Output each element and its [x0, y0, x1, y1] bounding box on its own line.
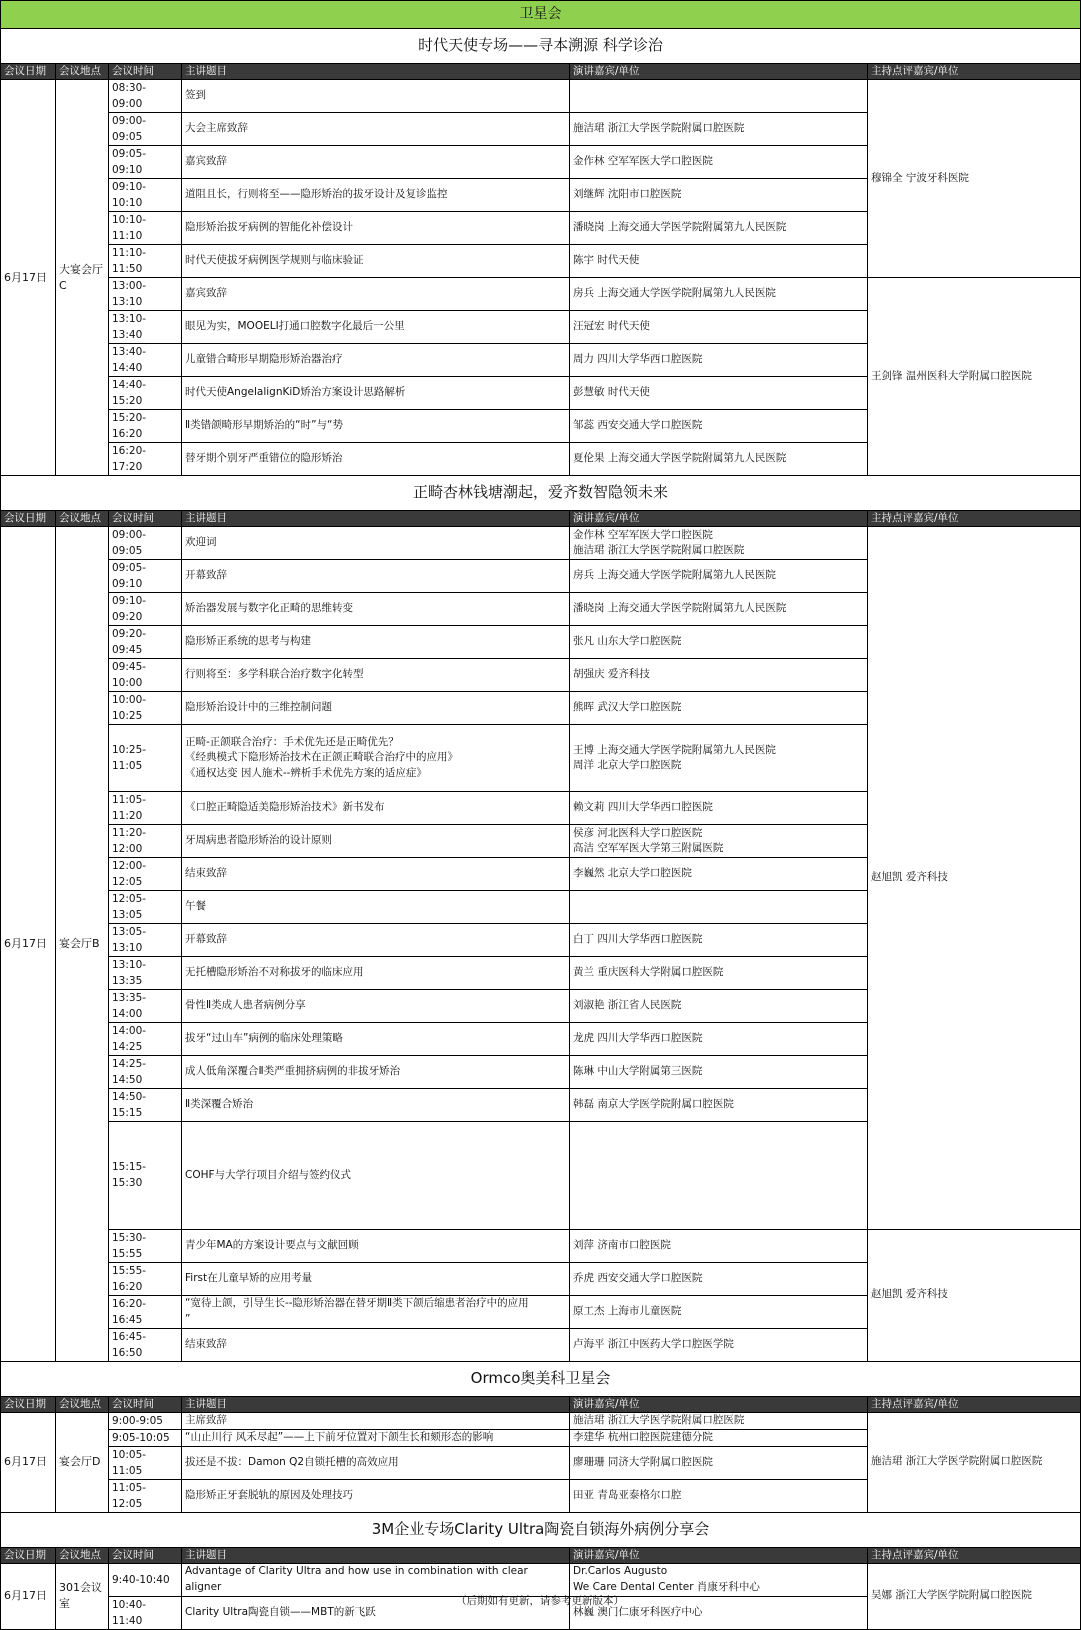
- session-speaker: 卢海平 浙江中医药大学口腔医学院: [570, 1328, 868, 1361]
- session-topic: 签到: [182, 80, 570, 113]
- session-topic: 骨性Ⅱ类成人患者病例分享: [182, 990, 570, 1023]
- session-time: 14:50- 15:15: [109, 1089, 182, 1122]
- session-time: 09:45- 10:00: [109, 659, 182, 692]
- session-speaker: 刘淑艳 浙江省人民医院: [570, 990, 868, 1023]
- session-venue: 宴会厅D: [56, 1412, 109, 1512]
- session-topic: “宽待上颌，引导生长--隐形矫治器在替牙期Ⅱ类下颌后缩患者治疗中的应用 ”: [182, 1295, 570, 1328]
- session-topic: 结束致辞: [182, 1328, 570, 1361]
- session-topic: 时代天使AngelalignKiD矫治方案设计思路解析: [182, 377, 570, 410]
- session-speaker: 熊晖 武汉大学口腔医院: [570, 692, 868, 725]
- session-time: 13:40- 14:40: [109, 344, 182, 377]
- section-title: 时代天使专场——寻本溯源 科学诊治: [1, 29, 1081, 64]
- column-header: 会议时间: [109, 511, 182, 527]
- session-row: [1, 1229, 1081, 1262]
- session-speaker: 廖珊珊 同济大学附属口腔医院: [570, 1446, 868, 1479]
- session-row: [1, 1412, 1081, 1429]
- session-host: 吴娜 浙江大学医学院附属口腔医院: [868, 1563, 1081, 1629]
- section-title-row: [1, 1361, 1081, 1396]
- session-topic: 欢迎词: [182, 527, 570, 560]
- session-topic: 午餐: [182, 891, 570, 924]
- session-speaker: 赖文莉 四川大学华西口腔医院: [570, 792, 868, 825]
- session-host: 赵旭凯 爱齐科技: [868, 1229, 1081, 1361]
- session-topic: 儿童错合畸形早期隐形矫治器治疗: [182, 344, 570, 377]
- column-header: 会议时间: [109, 64, 182, 80]
- session-topic: 行则将至：多学科联合治疗数字化转型: [182, 659, 570, 692]
- session-venue: 大宴会厅C: [56, 80, 109, 476]
- session-topic: “山止川行 风禾尽起”——上下前牙位置对下颌生长和颏形态的影响: [182, 1429, 570, 1446]
- session-speaker: 房兵 上海交通大学医学院附属第九人民医院: [570, 560, 868, 593]
- column-header: 主讲题目: [182, 64, 570, 80]
- session-time: 09:05- 09:10: [109, 560, 182, 593]
- session-venue: 宴会厅B: [56, 527, 109, 1362]
- session-date: 6月17日: [1, 80, 56, 476]
- column-header: 会议时间: [109, 1396, 182, 1412]
- column-header: 会议日期: [1, 511, 56, 527]
- section-title-row: [1, 29, 1081, 64]
- session-time: 11:05- 11:20: [109, 792, 182, 825]
- column-header: 会议地点: [56, 511, 109, 527]
- session-time: 09:00- 09:05: [109, 527, 182, 560]
- session-row: [1, 527, 1081, 560]
- session-time: 12:00- 12:05: [109, 858, 182, 891]
- session-topic: 隐形矫正系统的思考与构建: [182, 626, 570, 659]
- session-speaker: 汪冠宏 时代天使: [570, 311, 868, 344]
- session-speaker: 胡强庆 爱齐科技: [570, 659, 868, 692]
- session-time: 13:05- 13:10: [109, 924, 182, 957]
- session-time: 14:00- 14:25: [109, 1023, 182, 1056]
- session-time: 16:45- 16:50: [109, 1328, 182, 1361]
- column-header: 会议日期: [1, 1547, 56, 1563]
- session-topic: 青少年MA的方案设计要点与文献回顾: [182, 1229, 570, 1262]
- session-time: 10:40- 11:40: [109, 1596, 182, 1629]
- session-speaker: 白丁 四川大学华西口腔医院: [570, 924, 868, 957]
- column-header: 演讲嘉宾/单位: [570, 1396, 868, 1412]
- session-topic: 拔还是不拔：Damon Q2自锁托槽的高效应用: [182, 1446, 570, 1479]
- session-speaker: 乔虎 西安交通大学口腔医院: [570, 1262, 868, 1295]
- session-topic: 嘉宾致辞: [182, 278, 570, 311]
- session-topic: First在儿童早矫的应用考量: [182, 1262, 570, 1295]
- session-time: 16:20- 17:20: [109, 443, 182, 476]
- session-speaker: [570, 1122, 868, 1230]
- session-row: [1, 278, 1081, 311]
- top-title: 卫星会: [1, 1, 1081, 29]
- session-time: 09:00- 09:05: [109, 113, 182, 146]
- column-header: 主持点评嘉宾/单位: [868, 1396, 1081, 1412]
- session-speaker: 李建华 杭州口腔医院建德分院: [570, 1429, 868, 1446]
- session-time: 13:10- 13:40: [109, 311, 182, 344]
- session-time: 13:35- 14:00: [109, 990, 182, 1023]
- session-time: 09:05- 09:10: [109, 146, 182, 179]
- session-speaker: 李巍然 北京大学口腔医院: [570, 858, 868, 891]
- session-speaker: [570, 80, 868, 113]
- session-time: 9:05-10:05: [109, 1429, 182, 1446]
- session-venue: 301会议室: [56, 1563, 109, 1629]
- column-header: 主持点评嘉宾/单位: [868, 1547, 1081, 1563]
- session-time: 11:20- 12:00: [109, 825, 182, 858]
- session-speaker: 刘继辉 沈阳市口腔医院: [570, 179, 868, 212]
- session-speaker: 房兵 上海交通大学医学院附属第九人民医院: [570, 278, 868, 311]
- top-banner: [1, 1, 1081, 29]
- session-time: 14:40- 15:20: [109, 377, 182, 410]
- session-speaker: 陈琳 中山大学附属第三医院: [570, 1056, 868, 1089]
- session-topic: 隐形矫治拔牙病例的智能化补偿设计: [182, 212, 570, 245]
- session-speaker: 施洁珺 浙江大学医学院附属口腔医院: [570, 113, 868, 146]
- session-time: 09:20- 09:45: [109, 626, 182, 659]
- session-speaker: 田亚 青岛亚泰格尔口腔: [570, 1479, 868, 1512]
- session-host: 赵旭凯 爱齐科技: [868, 527, 1081, 1230]
- session-topic: 嘉宾致辞: [182, 146, 570, 179]
- session-topic: 大会主席致辞: [182, 113, 570, 146]
- column-header: 会议日期: [1, 64, 56, 80]
- session-topic: 无托槽隐形矫治不对称拔牙的临床应用: [182, 957, 570, 990]
- session-speaker: 施洁珺 浙江大学医学院附属口腔医院: [570, 1412, 868, 1429]
- section-title-row: [1, 1512, 1081, 1547]
- session-time: 14:25- 14:50: [109, 1056, 182, 1089]
- footer-note: （后期如有更新，请参考更新版本）: [456, 1595, 624, 1607]
- session-speaker: 刘萍 济南市口腔医院: [570, 1229, 868, 1262]
- section-title: 3M企业专场Clarity Ultra陶瓷自锁海外病例分享会: [1, 1512, 1081, 1547]
- session-speaker: 王博 上海交通大学医学院附属第九人民医院 周洋 北京大学口腔医院: [570, 725, 868, 792]
- column-header: 会议日期: [1, 1396, 56, 1412]
- session-topic: COHF与大学行项目介绍与签约仪式: [182, 1122, 570, 1230]
- session-topic: 时代天使拔牙病例医学规则与临床验证: [182, 245, 570, 278]
- session-topic: 开幕致辞: [182, 924, 570, 957]
- session-speaker: 侯彦 河北医科大学口腔医院 高洁 空军军医大学第三附属医院: [570, 825, 868, 858]
- session-speaker: 潘晓岗 上海交通大学医学院附属第九人民医院: [570, 593, 868, 626]
- session-time: 12:05- 13:05: [109, 891, 182, 924]
- session-topic: Ⅱ类深覆合矫治: [182, 1089, 570, 1122]
- session-topic: 隐形矫治设计中的三维控制问题: [182, 692, 570, 725]
- session-time: 08:30- 09:00: [109, 80, 182, 113]
- column-header-row: [1, 511, 1081, 527]
- session-speaker: 邹蕊 西安交通大学口腔医院: [570, 410, 868, 443]
- session-topic: 主席致辞: [182, 1412, 570, 1429]
- column-header-row: [1, 1547, 1081, 1563]
- session-time: 16:20- 16:45: [109, 1295, 182, 1328]
- section-title: 正畸杏林钱塘潮起，爱齐数智隐领未来: [1, 476, 1081, 511]
- session-date: 6月17日: [1, 1412, 56, 1512]
- session-row: [1, 80, 1081, 113]
- column-header: 演讲嘉宾/单位: [570, 64, 868, 80]
- section-title-row: [1, 476, 1081, 511]
- session-speaker: Dr.Carlos Augusto We Care Dental Center 肖康牙科中心: [570, 1563, 868, 1596]
- session-speaker: [570, 891, 868, 924]
- session-row: [1, 1563, 1081, 1596]
- session-speaker: 金作林 空军军医大学口腔医院: [570, 146, 868, 179]
- session-topic: Advantage of Clarity Ultra and how use in combination with clear aligner: [182, 1563, 570, 1596]
- session-speaker: 彭慧敏 时代天使: [570, 377, 868, 410]
- column-header: 主持点评嘉宾/单位: [868, 64, 1081, 80]
- session-speaker: 林巍 澳门仁康牙科医疗中心: [570, 1596, 868, 1629]
- session-speaker: 潘晓岗 上海交通大学医学院附属第九人民医院: [570, 212, 868, 245]
- session-speaker: 原工杰 上海市儿童医院: [570, 1295, 868, 1328]
- session-speaker: 周力 四川大学华西口腔医院: [570, 344, 868, 377]
- column-header-row: [1, 64, 1081, 80]
- session-time: 11:05- 12:05: [109, 1479, 182, 1512]
- session-speaker: 陈宇 时代天使: [570, 245, 868, 278]
- session-time: 10:05- 11:05: [109, 1446, 182, 1479]
- session-speaker: 韩磊 南京大学医学院附属口腔医院: [570, 1089, 868, 1122]
- column-header: 会议地点: [56, 64, 109, 80]
- session-topic: 成人低角深覆合Ⅱ类严重拥挤病例的非拔牙矫治: [182, 1056, 570, 1089]
- session-host: 穆锦全 宁波牙科医院: [868, 80, 1081, 278]
- column-header: 主讲题目: [182, 511, 570, 527]
- session-speaker: 龙虎 四川大学华西口腔医院: [570, 1023, 868, 1056]
- column-header: 会议时间: [109, 1547, 182, 1563]
- session-topic: 结束致辞: [182, 858, 570, 891]
- session-speaker: 金作林 空军军医大学口腔医院 施洁珺 浙江大学医学院附属口腔医院: [570, 527, 868, 560]
- session-time: 9:00-9:05: [109, 1412, 182, 1429]
- column-header: 主讲题目: [182, 1396, 570, 1412]
- column-header: 主讲题目: [182, 1547, 570, 1563]
- session-host: 施洁珺 浙江大学医学院附属口腔医院: [868, 1412, 1081, 1512]
- session-time: 13:00- 13:10: [109, 278, 182, 311]
- session-time: 11:10- 11:50: [109, 245, 182, 278]
- column-header: 会议地点: [56, 1547, 109, 1563]
- session-date: 6月17日: [1, 1563, 56, 1629]
- session-speaker: 黄兰 重庆医科大学附属口腔医院: [570, 957, 868, 990]
- column-header: 会议地点: [56, 1396, 109, 1412]
- session-time: 13:10- 13:35: [109, 957, 182, 990]
- session-topic: 正畸-正颌联合治疗：手术优先还是正畸优先？ 《经典模式下隐形矫治技术在正颌正畸联合治疗中的应用》 《通权达变 因人施术--辨析手术优先方案的适应症》: [182, 725, 570, 792]
- column-header-row: [1, 1396, 1081, 1412]
- session-topic: 隐形矫正牙套脱轨的原因及处理技巧: [182, 1479, 570, 1512]
- column-header: 主持点评嘉宾/单位: [868, 511, 1081, 527]
- session-date: 6月17日: [1, 527, 56, 1362]
- session-time: 15:30- 15:55: [109, 1229, 182, 1262]
- column-header: 演讲嘉宾/单位: [570, 1547, 868, 1563]
- session-speaker: 张凡 山东大学口腔医院: [570, 626, 868, 659]
- session-time: 15:55- 16:20: [109, 1262, 182, 1295]
- session-topic: 《口腔正畸隐适美隐形矫治技术》新书发布: [182, 792, 570, 825]
- session-topic: 牙周病患者隐形矫治的设计原则: [182, 825, 570, 858]
- section-title: Ormco奥美科卫星会: [1, 1361, 1081, 1396]
- session-topic: Ⅱ类错颌畸形早期矫治的“时”与“势: [182, 410, 570, 443]
- session-speaker: 夏伦果 上海交通大学医学院附属第九人民医院: [570, 443, 868, 476]
- session-time: 9:40-10:40: [109, 1563, 182, 1596]
- column-header: 演讲嘉宾/单位: [570, 511, 868, 527]
- session-topic: 道阻且长，行则将至——隐形矫治的拔牙设计及复诊监控: [182, 179, 570, 212]
- session-time: 10:10- 11:10: [109, 212, 182, 245]
- session-time: 10:00- 10:25: [109, 692, 182, 725]
- session-host: 王剑锋 温州医科大学附属口腔医院: [868, 278, 1081, 476]
- session-time: 09:10- 10:10: [109, 179, 182, 212]
- session-time: 15:20- 16:20: [109, 410, 182, 443]
- session-time: 15:15- 15:30: [109, 1122, 182, 1230]
- session-topic: 替牙期个别牙严重错位的隐形矫治: [182, 443, 570, 476]
- session-topic: Clarity Ultra陶瓷自锁——MBT的新飞跃: [182, 1596, 570, 1629]
- session-topic: 拔牙“过山车”病例的临床处理策略: [182, 1023, 570, 1056]
- session-time: 10:25- 11:05: [109, 725, 182, 792]
- session-topic: 矫治器发展与数字化正畸的思维转变: [182, 593, 570, 626]
- session-topic: 眼见为实，MOOELI打通口腔数字化最后一公里: [182, 311, 570, 344]
- session-time: 09:10- 09:20: [109, 593, 182, 626]
- session-topic: 开幕致辞: [182, 560, 570, 593]
